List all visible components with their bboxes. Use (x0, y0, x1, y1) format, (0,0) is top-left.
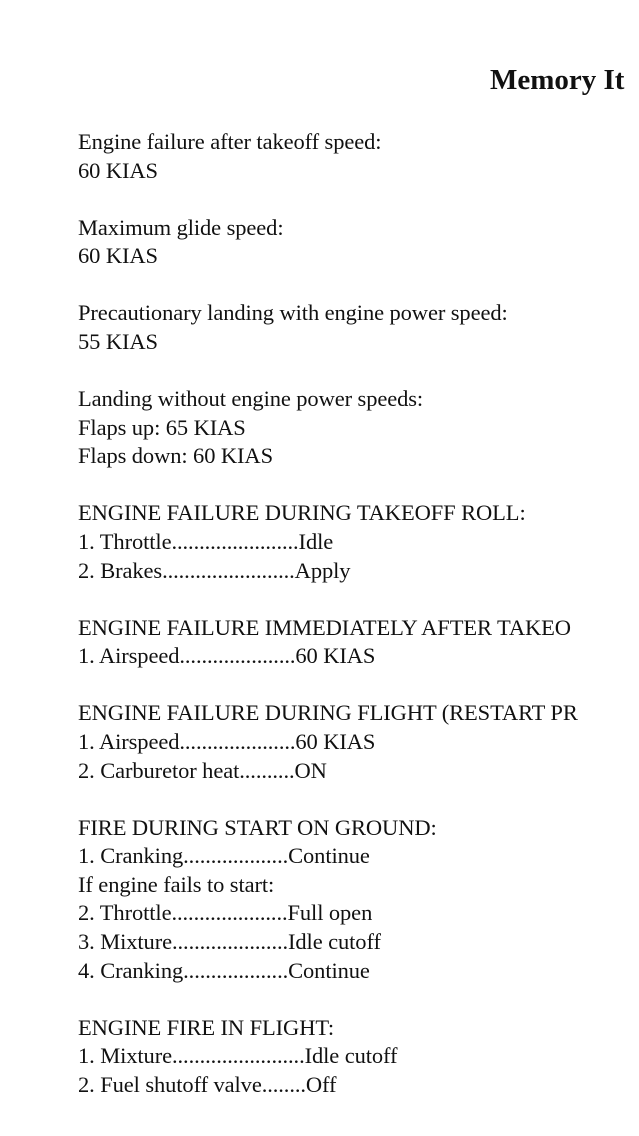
block-heading: Landing without engine power speeds: (78, 386, 424, 412)
block-heading: Engine failure after takeoff speed: (78, 129, 382, 154)
block-line: 60 KIAS (78, 157, 158, 183)
block-subheading: If engine fails to start: (78, 871, 275, 897)
block-heading: Precautionary landing with engine power speed: (78, 300, 508, 326)
checklist-item: 1. Airspeed.....................60 KIAS (78, 728, 376, 754)
checklist-item: 4. Cranking...................Continue (78, 957, 370, 983)
engine-failure-after-takeoff (78, 614, 639, 671)
checklist-item: 2. Brakes........................Apply (78, 557, 351, 583)
fire-during-start-on-ground (78, 814, 639, 986)
checklist-item: 2. Carburetor heat..........ON (78, 757, 327, 783)
block-heading: ENGINE FAILURE IMMEDIATELY AFTER TAKEO (78, 614, 571, 640)
checklist-item: 3. Mixture.....................Idle cutoff (78, 928, 381, 954)
maximum-glide-speed (78, 214, 639, 271)
checklist-item: 2. Throttle.....................Full open (78, 900, 373, 926)
checklist-item: 1. Airspeed.....................60 KIAS (78, 643, 376, 669)
block-heading: ENGINE FAILURE DURING FLIGHT (RESTART PR (78, 700, 578, 726)
block-heading: ENGINE FIRE IN FLIGHT: (78, 1014, 335, 1040)
block-heading: FIRE DURING START ON GROUND: (78, 814, 437, 840)
engine-fire-in-flight (78, 1014, 639, 1100)
checklist-item: 2. Fuel shutoff valve........Off (78, 1071, 337, 1097)
checklist-item: 1. Cranking...................Continue (78, 843, 370, 869)
block-line: 55 KIAS (78, 328, 158, 354)
block-line: Flaps up: 65 KIAS (78, 414, 246, 440)
checklist-item: 1. Throttle.......................Idle (78, 528, 334, 554)
page-title: Memory It (490, 64, 625, 96)
engine-failure-during-flight (78, 699, 639, 785)
checklist-item: 1. Mixture........................Idle cutoff (78, 1043, 398, 1069)
landing-without-power-speeds (78, 385, 639, 471)
memory-items-list (78, 128, 639, 1128)
block-heading: Maximum glide speed: (78, 214, 284, 240)
precautionary-landing-speed (78, 299, 639, 356)
engine-failure-takeoff-roll (78, 499, 639, 585)
block-line: Flaps down: 60 KIAS (78, 443, 273, 469)
engine-failure-after-takeoff-speed (78, 128, 639, 185)
block-line: 60 KIAS (78, 243, 158, 269)
block-heading: ENGINE FAILURE DURING TAKEOFF ROLL: (78, 500, 526, 526)
